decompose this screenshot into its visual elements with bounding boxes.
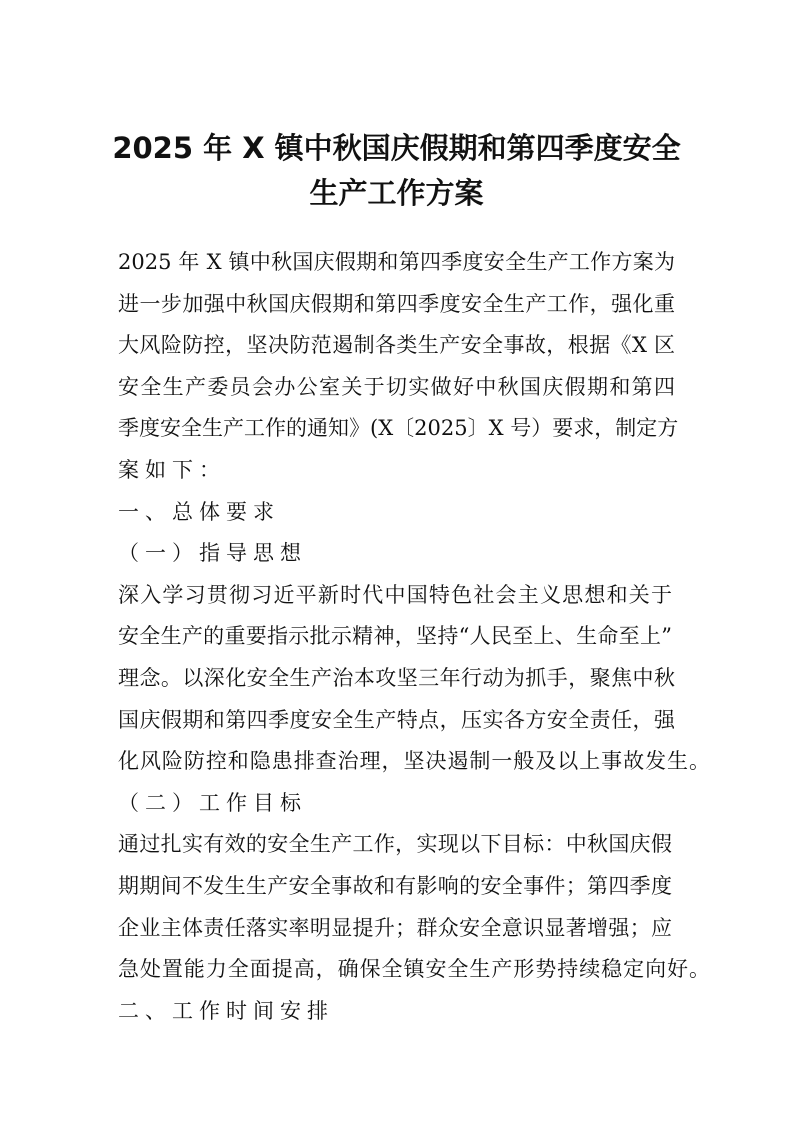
guiding-ideology-line: 国庆假期和第四季度安全生产特点，压实各方安全责任，强 (118, 707, 675, 732)
work-goals-line: 通过扎实有效的安全生产工作，实现以下目标：中秋国庆假 (118, 832, 672, 857)
work-goals-line: 企业主体责任落实率明显提升；群众安全意识显著增强；应 (118, 915, 672, 940)
document-body (118, 242, 710, 1032)
section-heading-1: 一、总体要求 (118, 499, 280, 524)
work-goals-line: 期期间不发生生产安全事故和有影响的安全事件；第四季度 (118, 873, 672, 898)
guiding-ideology-line: 化风险防控和隐患排查治理，坚决遏制一般及以上事故发生。 (118, 749, 710, 774)
intro-paragraph-line: 进一步加强中秋国庆假期和第四季度安全生产工作，强化重 (118, 291, 675, 316)
guiding-ideology-line: 深入学习贯彻习近平新时代中国特色社会主义思想和关于 (118, 582, 672, 607)
document-title-line-2: 生产工作方案 (309, 176, 484, 210)
intro-paragraph-line: 大风险防控，坚决防范遏制各类生产安全事故，根据《X 区 (118, 333, 675, 358)
section-heading-2: 二、工作时间安排 (118, 998, 334, 1023)
guiding-ideology-line: 理念。以深化安全生产治本攻坚三年行动为抓手，聚焦中秋 (118, 665, 675, 690)
subsection-heading-1-1: （一）指导思想 (118, 541, 307, 566)
document-title-line-1: 2025 年 X 镇中秋国庆假期和第四季度安全 (112, 131, 681, 165)
subsection-heading-1-2: （二）工作目标 (118, 790, 307, 815)
work-goals-line: 急处置能力全面提高，确保全镇安全生产形势持续稳定向好。 (118, 957, 710, 982)
intro-paragraph-line: 安全生产委员会办公室关于切实做好中秋国庆假期和第四 (118, 374, 675, 399)
intro-paragraph-line: 季度安全生产工作的通知》(X〔2025〕X 号）要求，制定方 (118, 416, 679, 441)
intro-paragraph-line: 2025 年 X 镇中秋国庆假期和第四季度安全生产工作方案为 (118, 250, 675, 274)
intro-paragraph-line: 案如下： (118, 457, 226, 482)
guiding-ideology-line: 安全生产的重要指示批示精神，坚持“人民至上、生命至上” (118, 624, 672, 649)
